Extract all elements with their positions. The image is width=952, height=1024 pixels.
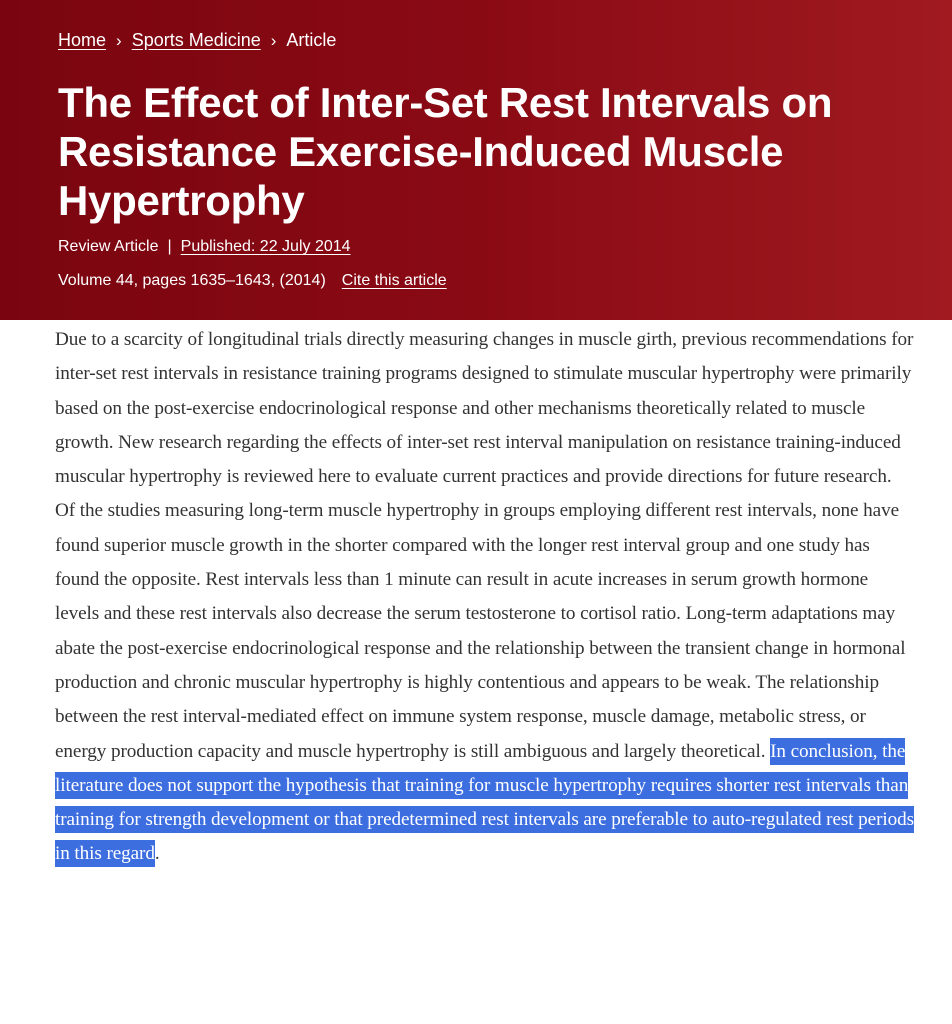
cite-article-link[interactable]: Cite this article — [341, 272, 447, 289]
chevron-right-icon: › — [116, 30, 122, 50]
selected-text-highlight[interactable]: In conclusion, the literature does not support the hypothesis that training for muscle hypertrophy requires shorter rest intervals than training for strength development or that predetermined rest intervals are preferable to auto-regulated rest periods in this regard — [55, 738, 914, 868]
meta-divider: | — [167, 238, 172, 255]
breadcrumb — [58, 30, 336, 51]
article-citation-row — [58, 272, 447, 290]
published-date-link[interactable]: Published: 22 July 2014 — [180, 238, 351, 255]
abstract-body: Due to a scarcity of longitudinal trials directly measuring changes in muscle girth, previous recommendations for inter-set rest intervals in resistance training programs designed to stimulate muscular hypertrophy were primarily based on the post-exercise endocrinological response and other mechanisms theoretically related to muscle growth. New research regarding the effects of inter-set rest interval manipulation on resistance training-induced muscular hypertrophy is reviewed here to evaluate current practices and provide directions for future research. Of the studies measuring long-term muscle hypertrophy in groups employing different rest intervals, none have found superior muscle growth in the shorter compared with the longer rest interval group and one study has found the opposite. Rest intervals less than 1 minute can result in acute increases in serum growth hormone levels and these rest intervals also decrease the serum testosterone to cortisol ratio. Long-term adaptations may abate the post-exercise endocrinological response and the relationship between the transient change in hormonal production and chronic muscular hypertrophy is highly contentious and appears to be weak. The relationship between the rest interval-mediated effect on immune system response, muscle damage, metabolic stress, or energy production capacity and muscle hypertrophy is still ambiguous and largely theoretical. — [55, 329, 914, 762]
abstract-trailing: . — [154, 843, 160, 865]
chevron-right-icon: › — [270, 30, 277, 50]
article-meta-row — [58, 238, 351, 256]
breadcrumb-sports-medicine-link[interactable]: Sports Medicine — [131, 30, 261, 50]
breadcrumb-current-page: Article — [286, 30, 337, 50]
breadcrumb-home-link[interactable]: Home — [58, 30, 107, 50]
article-type: Review Article — [58, 238, 159, 255]
volume-info: Volume 44, pages 1635–1643, (2014) — [58, 272, 326, 289]
abstract-text — [55, 323, 915, 872]
article-header — [0, 0, 952, 320]
article-title: The Effect of Inter-Set Rest Intervals on Resistance Exercise-Induced Muscle Hypertrophy — [58, 79, 833, 224]
